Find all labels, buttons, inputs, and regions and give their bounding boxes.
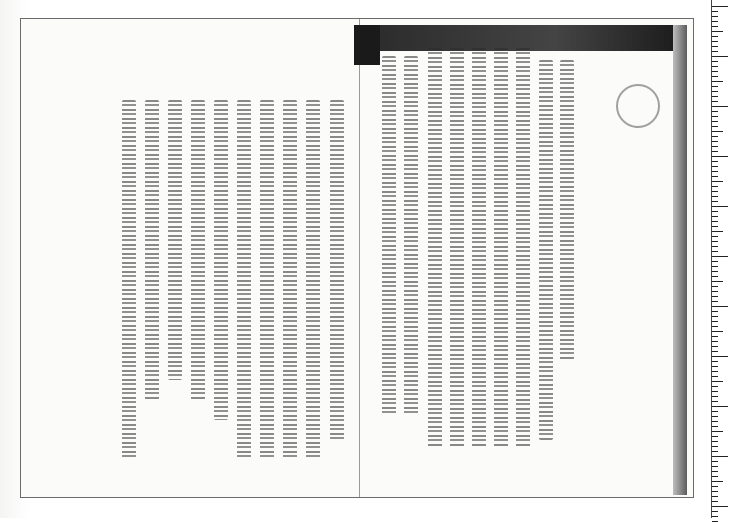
ruler-tick [712, 391, 718, 392]
ruler-tick [712, 201, 718, 202]
ruler-tick [712, 316, 718, 317]
ruler-tick [712, 131, 723, 132]
ruler-tick [712, 446, 718, 447]
handwritten-column [539, 60, 553, 440]
handwritten-column [560, 60, 574, 360]
ruler-tick [712, 141, 718, 142]
handwritten-column [404, 56, 418, 416]
ruler-tick [712, 306, 728, 307]
ruler-tick [712, 516, 718, 517]
ruler-tick [712, 426, 718, 427]
handwritten-column [145, 100, 159, 400]
ruler-tick [712, 331, 723, 332]
ruler-tick [712, 491, 718, 492]
ruler-tick [712, 191, 718, 192]
ruler-tick [712, 471, 718, 472]
ruler-tick [712, 16, 718, 17]
ruler-tick [712, 86, 718, 87]
ruler-tick [712, 506, 728, 507]
handwritten-column [472, 48, 486, 448]
ruler-tick [712, 346, 718, 347]
ruler-tick [712, 231, 723, 232]
ruler-tick [712, 486, 718, 487]
ruler-tick [712, 296, 718, 297]
ruler-tick [712, 441, 718, 442]
ruler-tick [712, 176, 718, 177]
ruler-tick [712, 161, 718, 162]
ruler-tick [712, 256, 728, 257]
ruler-tick [712, 356, 728, 357]
ruler-tick [712, 366, 718, 367]
ruler-tick [712, 286, 718, 287]
handwritten-column [237, 100, 251, 460]
ruler-tick [712, 451, 718, 452]
ruler-tick [712, 21, 718, 22]
ruler-tick [712, 41, 718, 42]
ruler-tick [712, 326, 718, 327]
ruler-tick [712, 186, 718, 187]
ruler-tick [712, 496, 718, 497]
ruler-tick [712, 211, 718, 212]
handwritten-column [122, 100, 136, 460]
ruler-tick [712, 461, 718, 462]
ruler-tick [712, 291, 718, 292]
handwritten-column [283, 100, 297, 460]
ruler-tick [712, 261, 718, 262]
ruler-tick [712, 271, 718, 272]
ruler-tick [712, 96, 718, 97]
ruler-tick [712, 6, 728, 7]
ruler-tick [712, 351, 718, 352]
ruler-tick [712, 226, 718, 227]
ruler-tick [712, 126, 718, 127]
handwritten-column [168, 100, 182, 380]
ruler-tick [712, 171, 718, 172]
ruler-tick [712, 501, 718, 502]
ruler-tick [712, 146, 718, 147]
ruler-tick [712, 46, 718, 47]
ruler-tick [712, 11, 718, 12]
ruler-tick [712, 221, 718, 222]
ruler-tick [712, 66, 718, 67]
ruler-tick [712, 116, 718, 117]
handwritten-column [260, 100, 274, 460]
ruler-tick [712, 236, 718, 237]
handwritten-column [330, 100, 344, 440]
ruler-tick [712, 336, 718, 337]
ruler-tick [712, 206, 728, 207]
ruler-tick [712, 481, 723, 482]
page-edge-shadow [673, 25, 687, 495]
ruler-tick [712, 416, 718, 417]
ruler-tick [712, 51, 718, 52]
ruler-tick [712, 61, 718, 62]
ruler-tick [712, 406, 728, 407]
ruler-tick [712, 466, 718, 467]
ruler-tick [712, 401, 718, 402]
ruler-tick [712, 101, 718, 102]
ruler-tick [712, 31, 723, 32]
ruler-tick [712, 281, 723, 282]
ruler-tick [712, 476, 718, 477]
handwritten-column [306, 100, 320, 460]
ruler-tick [712, 431, 723, 432]
ruler-tick [712, 341, 718, 342]
handwritten-column [494, 48, 508, 448]
ruler-tick [712, 381, 723, 382]
handwritten-column [450, 48, 464, 448]
ruler-tick [712, 411, 718, 412]
measuring-ruler-icon [711, 0, 739, 518]
book-spine [354, 25, 380, 65]
ruler-tick [712, 81, 723, 82]
ruler-tick [712, 456, 728, 457]
ruler-tick [712, 266, 718, 267]
handwritten-column [191, 100, 205, 400]
ruler-tick [712, 71, 718, 72]
handwritten-column [382, 56, 396, 416]
ruler-tick [712, 376, 718, 377]
ruler-tick [712, 216, 718, 217]
ruler-tick [712, 121, 718, 122]
ruler-tick [712, 511, 718, 512]
ruler-tick [712, 371, 718, 372]
ruler-tick [712, 421, 718, 422]
ruler-tick [712, 276, 718, 277]
ruler-tick [712, 111, 718, 112]
ruler-tick [712, 181, 723, 182]
handwritten-column [214, 100, 228, 420]
approval-stamp-icon [616, 84, 660, 128]
handwritten-column [516, 48, 530, 448]
ruler-tick [712, 321, 718, 322]
handwritten-column [428, 48, 442, 448]
ruler-tick [712, 166, 718, 167]
ruler-tick [712, 251, 718, 252]
ruler-tick [712, 396, 718, 397]
ruler-tick [712, 386, 718, 387]
ruler-tick [712, 361, 718, 362]
ruler-tick [712, 26, 718, 27]
ruler-tick [712, 76, 718, 77]
ruler-tick [712, 156, 728, 157]
ruler-tick [712, 36, 718, 37]
ruler-tick [712, 301, 718, 302]
ruler-tick [712, 56, 728, 57]
ruler-tick [712, 241, 718, 242]
ruler-tick [712, 436, 718, 437]
ruler-tick [712, 311, 718, 312]
ruler-tick [712, 151, 718, 152]
ruler-tick [712, 91, 718, 92]
ruler-tick [712, 246, 718, 247]
ruler-tick [712, 196, 718, 197]
ruler-tick [712, 136, 718, 137]
ruler-tick [712, 106, 728, 107]
